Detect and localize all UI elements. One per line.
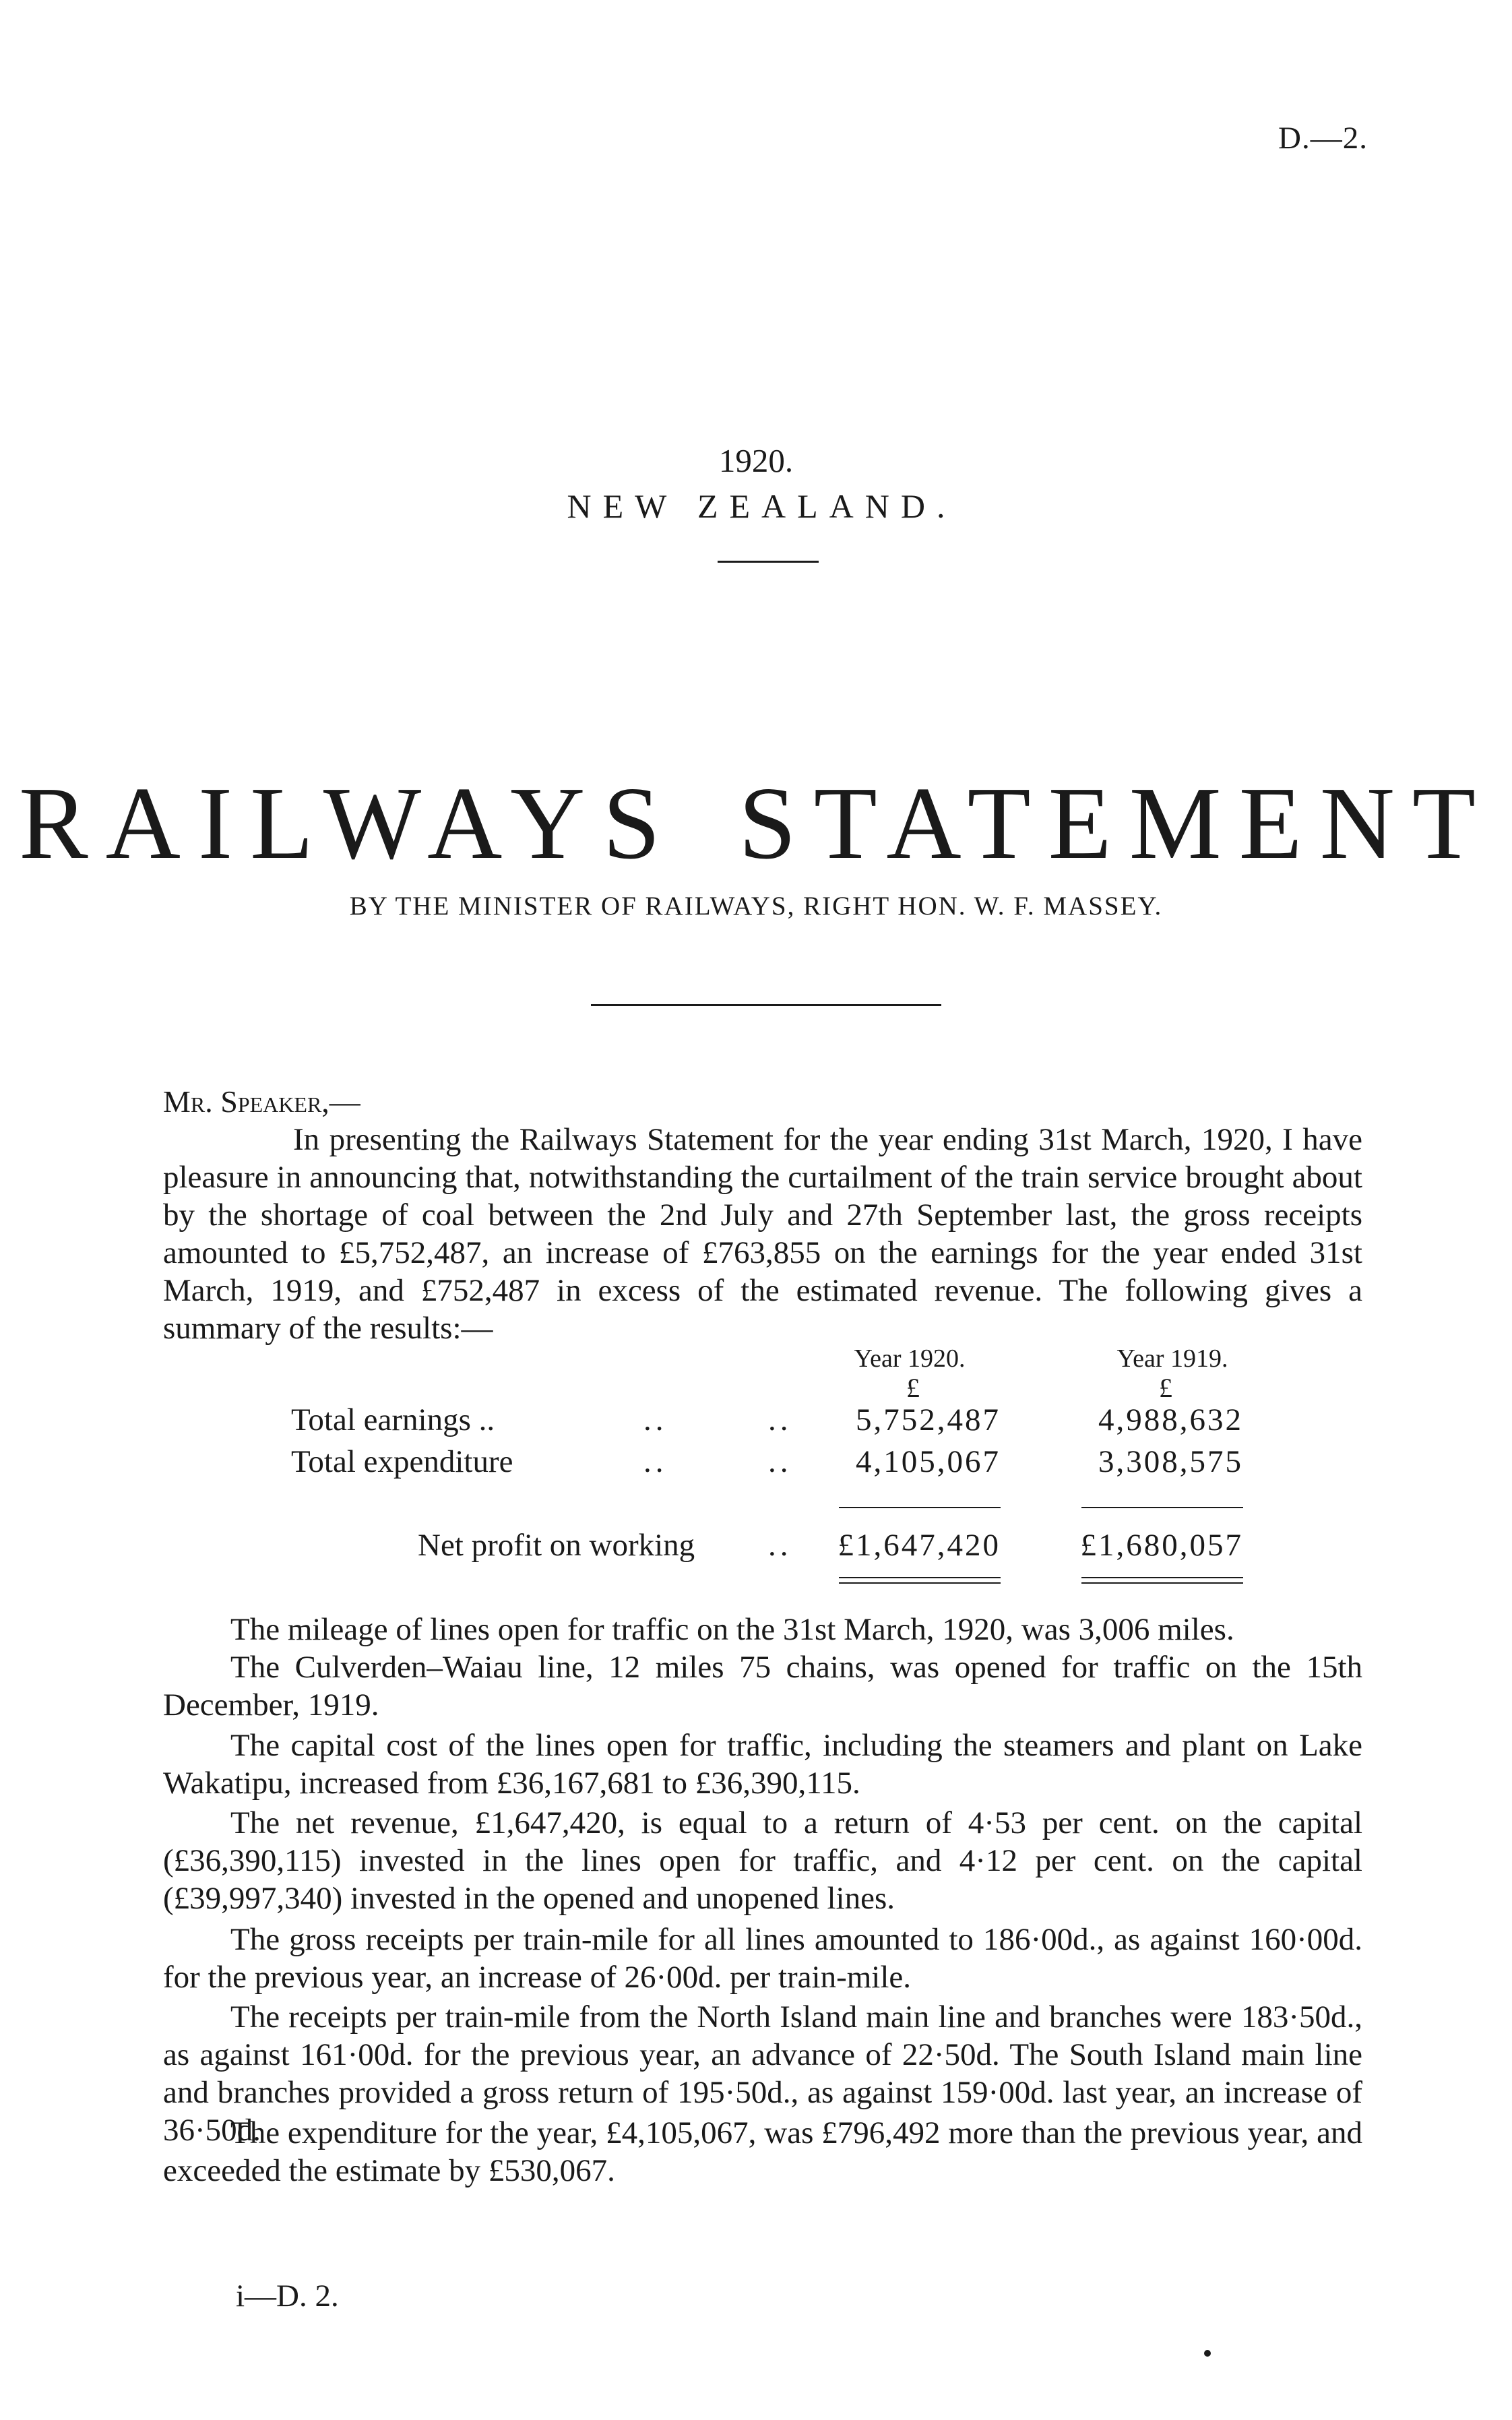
value-net-profit-1920: £1,647,420 (838, 1528, 1001, 1563)
value-earnings-1919: 4,988,632 (1098, 1402, 1243, 1437)
intro-paragraph: In presenting the Railways Statement for the year ending 31st March, 1920, I have pleasure in announcing that, notwithstanding the curtailment of the train service brought about by the shortage of coal between the 2nd July and 27th September last, the gross receipts amounted to £5,752,487, an increase of £763,855 on the earnings for the year ended 31st March, 1919, and £752,487 in excess of the estimated revenue. The following gives a summary of the results:— (163, 1122, 1362, 1346)
paragraph-expenditure: The expenditure for the year, £4,105,067, was £796,492 more than the previous year, and exceeded the estimate by £530,067. (163, 2115, 1362, 2188)
value-net-profit-1919: £1,680,057 (1080, 1528, 1243, 1563)
value-earnings-1920: 5,752,487 (856, 1402, 1001, 1437)
paragraph-mileage: The mileage of lines open for traffic on the 31st March, 1920, was 3,006 miles. (230, 1612, 1234, 1647)
leader-dots: .. (643, 1402, 668, 1437)
total-rule-1920-a (839, 1577, 1001, 1578)
paragraph-gross-receipts: The gross receipts per train-mile for all lines amounted to 186·00d., as against 160·00d. for the previous year, an increase of 26·00d. per train-mile. (163, 1922, 1362, 1995)
currency-symbol-1920: £ (906, 1373, 920, 1403)
signature-mark: i—D. 2. (236, 2278, 339, 2314)
row-label-total-earnings: Total earnings .. (291, 1402, 495, 1437)
main-title (0, 766, 1512, 881)
total-rule-1920-b (839, 1582, 1001, 1584)
value-expenditure-1919: 3,308,575 (1098, 1444, 1243, 1479)
total-rule-1919-b (1081, 1582, 1243, 1584)
paragraph-island-receipts: The receipts per train-mile from the North Island main line and branches were 183·50d., as against 161·00d. for the previous year, an advance of 22·50d. The South Island main line and branches provided a gross return of 195·50d., as against 159·00d. last year, an increase of 36·50d. (163, 1999, 1362, 2148)
print-dot (1204, 2350, 1211, 2357)
value-expenditure-1920: 4,105,067 (856, 1444, 1001, 1479)
title-divider (591, 1004, 941, 1006)
leader-dots: .. (768, 1444, 792, 1479)
salutation: Mr. Speaker,— (163, 1084, 360, 1119)
paragraph-net-revenue: The net revenue, £1,647,420, is equal to a return of 4·53 per cent. on the capital (£36,390,115) invested in the lines open for traffic, and 4·12 per cent. on the capital (£39,997,340) invested in the opened and unopened lines. (163, 1805, 1362, 1916)
column-header-1920: Year 1920. (854, 1344, 966, 1373)
row-label-total-expenditure: Total expenditure (291, 1444, 513, 1479)
subtotal-rule-1919 (1081, 1507, 1243, 1508)
document-reference: D.—2. (1278, 121, 1368, 156)
column-header-1919: Year 1919. (1116, 1344, 1228, 1373)
subtitle: BY THE MINISTER OF RAILWAYS, RIGHT HON. W. F. MASSEY. (349, 892, 1163, 921)
paragraph-capital-cost: The capital cost of the lines open for traffic, including the steamers and plant on Lake Wakatipu, increased from £36,167,681 to £36,390,115. (163, 1728, 1362, 1801)
country-heading: NEW ZEALAND. (567, 487, 957, 525)
currency-symbol-1919: £ (1159, 1373, 1172, 1403)
header-divider (718, 561, 819, 563)
main-title-word-1: RAILWAYS (18, 766, 679, 881)
row-label-net-profit: Net profit on working (418, 1528, 695, 1563)
leader-dots: .. (643, 1444, 668, 1479)
total-rule-1919-a (1081, 1577, 1243, 1578)
paragraph-culverden-line: The Culverden–Waiau line, 12 miles 75 chains, was opened for traffic on the 15th December, 1919. (163, 1650, 1362, 1723)
leader-dots: .. (768, 1402, 792, 1437)
subtotal-rule-1920 (839, 1507, 1001, 1508)
publication-year: 1920. (718, 442, 794, 479)
leader-dots: .. (768, 1528, 792, 1563)
main-title-word-2: STATEMENT (738, 766, 1494, 881)
